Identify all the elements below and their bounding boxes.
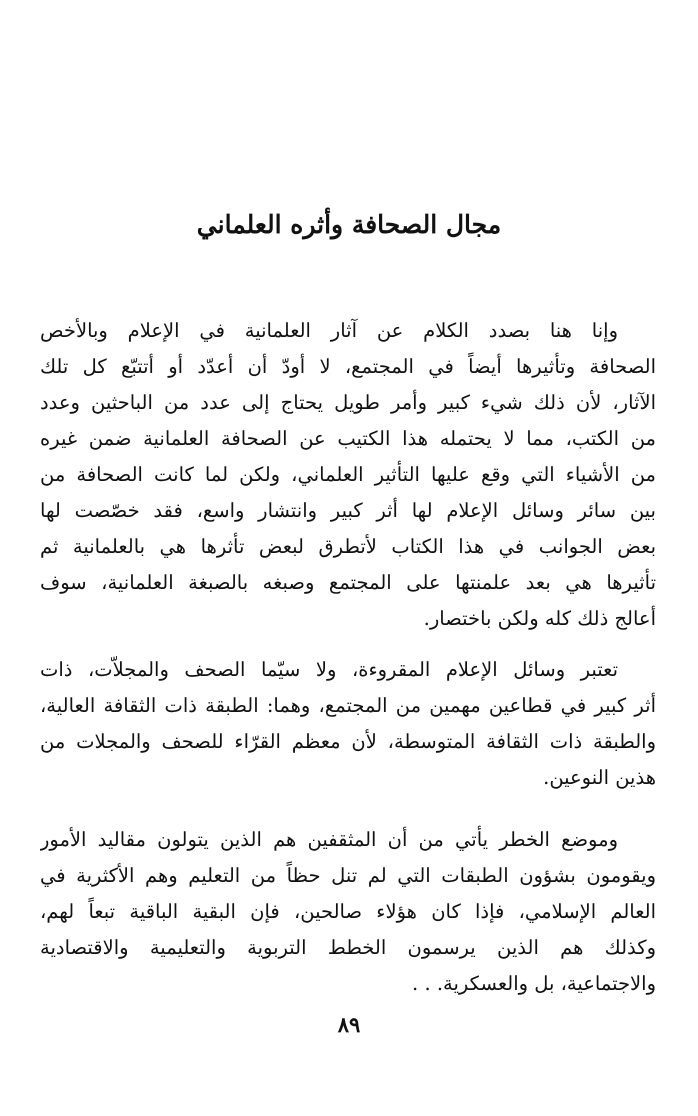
paragraph-line: الآثار، لأن ذلك شيء كبير وأمر طويل يحتاج إلى عدد من الباحثين وعدد: [40, 391, 656, 414]
paragraph-line: وإنا هنا بصدد الكلام عن آثار العلمانية في الإعلام وبالأخص: [40, 319, 618, 342]
paragraph-line: تأثيرها هي بعد علمنتها على المجتمع وصبغه بالصبغة العلمانية، سوف: [40, 571, 656, 594]
paragraph-line: من الكتب، مما لا يحتمله هذا الكتيب عن الصحافة العلمانية ضمن غيره: [40, 427, 656, 450]
paragraph-line: العالم الإسلامي، فإذا كان هؤلاء صالحين، فإن البقية الباقية تبعاً لهم،: [40, 900, 656, 923]
paragraph-line: من الأشياء التي وقع عليها التأثير العلماني، ولكن لما كانت الصحافة من: [40, 463, 656, 486]
paragraph-line: بعض الجوانب في هذا الكتاب لأتطرق لبعض تأثرها هي بالعلمانية ثم: [40, 535, 656, 558]
paragraph-line: بين سائر وسائل الإعلام لها أثر كبير وانتشار واسع، فقد خصّصت لها: [40, 499, 656, 522]
paragraph-line: وموضع الخطر يأتي من أن المثقفين هم الذين يتولون مقاليد الأمور: [40, 828, 618, 851]
paragraph-line: وكذلك هم الذين يرسمون الخطط التربوية والتعليمية والاقتصادية: [40, 936, 656, 959]
paragraph-1: [40, 313, 656, 637]
paragraph-line: تعتبر وسائل الإعلام المقروءة، ولا سيّما الصحف والمجلاّت، ذات: [40, 658, 618, 681]
paragraph-line: والطبقة ذات الثقافة المتوسطة، لأن معظم القرّاء للصحف والمجلات من: [40, 730, 656, 753]
paragraph-line: هذين النوعين.: [543, 766, 656, 789]
paragraph-line: الصحافة وتأثيرها أيضاً في المجتمع، لا أودّ أن أعدّد أو أتتبّع كل تلك: [40, 355, 656, 378]
paragraph-line: ويقومون بشؤون الطبقات التي لم تنل حظاً من التعليم وهم الأكثرية في: [40, 864, 656, 887]
paragraph-line: أثر كبير في قطاعين مهمين من المجتمع، وهما: الطبقة ذات الثقافة العالية،: [40, 694, 656, 717]
paragraph-line: أعالج ذلك كله ولكن باختصار.: [423, 607, 656, 630]
chapter-title: مجال الصحافة وأثره العلماني: [196, 210, 502, 239]
paragraph-line: والاجتماعية، بل والعسكرية. . .: [412, 972, 656, 995]
paragraph-2: [40, 652, 656, 796]
page-number: ٨٩: [337, 1012, 361, 1037]
paragraph-3: [40, 822, 656, 1002]
